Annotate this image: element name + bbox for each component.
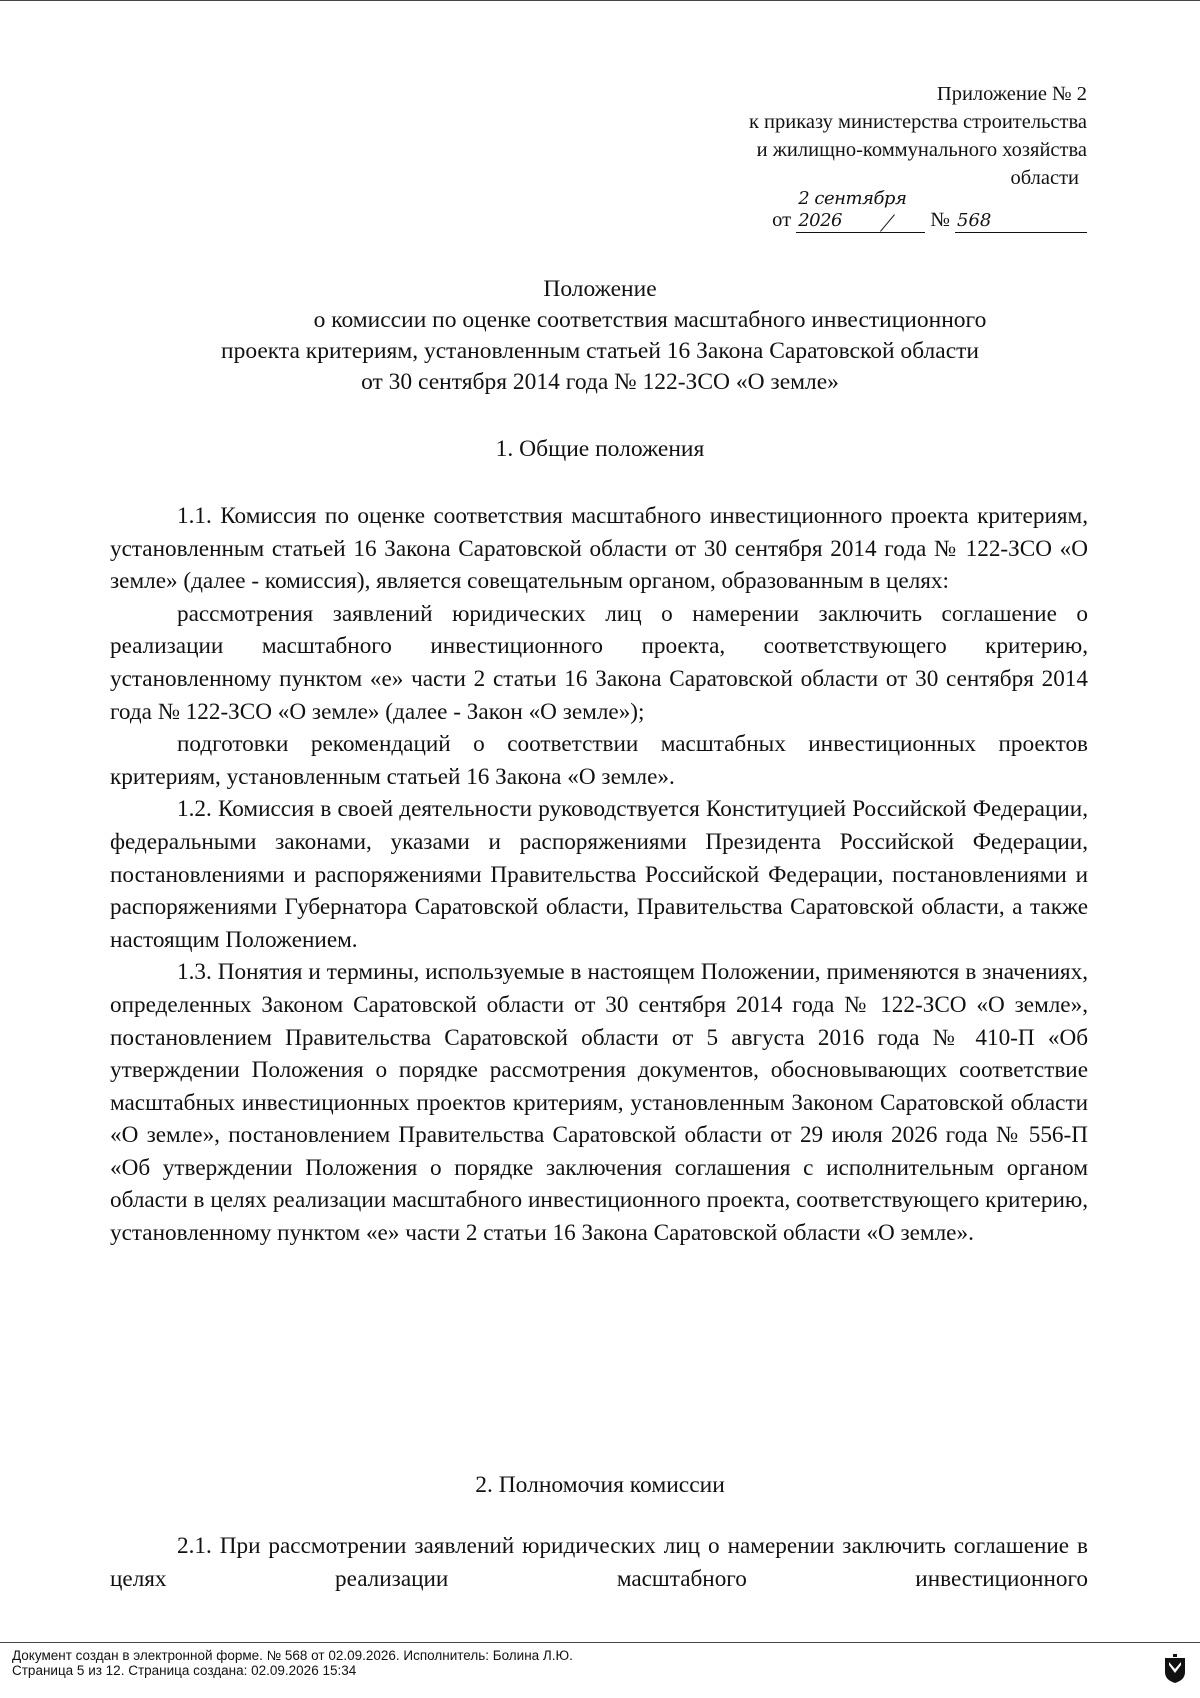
paragraph-1-3: 1.3. Понятия и термины, используемые в настоящем Положении, применяются в значениях, определенных Законом Саратовской области от 30 сентября 2014 года № 122-ЗСО «О земле», постановлением Правительства Саратовской области от 5 августа 2016 года № 410-П «Об утверждении Положения о порядке рассмотрения документов, обосновывающих соответствие масштабных инвестиционных проектов критериям, установленным Законом Саратовской области «О земле», постановлением Правительства Саратовской области от 29 июля 2026 года № 556-П «Об утверждении Положения о порядке заключения соглашения с исполнительным органом области в целях реализации масштабного инвестиционного проекта, соответствующего критерию, установленному пунктом «е» части 2 статьи 16 Закона Саратовской области «О земле». xyxy=(110,959,1088,1247)
footer-line-2: Страница 5 из 12. Страница создана: 02.09.2026 15:34 xyxy=(12,1663,357,1678)
top-edge-line xyxy=(0,0,1200,1)
handwritten-date: 2 сентября 2026 xyxy=(796,188,925,233)
appendix-header xyxy=(749,80,1087,192)
paragraph-1-1-item-a: рассмотрения заявлений юридических лиц о намерении заключить соглашение о реализации масштабного инвестиционного проекта, соответствующего критерию, установленному пунктом «е» части 2 статьи 16 Закона Саратовской области от 30 сентября 2014 года № 122-ЗСО «О земле» (далее - Закон «О земле»); xyxy=(110,600,1088,725)
appendix-ministry-line: и жилищно-коммунального хозяйства xyxy=(756,139,1087,161)
paragraph-2-1: 2.1. При рассмотрении заявлений юридических лиц о намерении заключить соглашение в целях реализации масштабного инвестиционного xyxy=(110,1533,1088,1592)
coat-of-arms-icon xyxy=(1164,1654,1186,1684)
handwritten-number: 568 xyxy=(955,210,1087,233)
order-date-number xyxy=(772,188,1087,234)
from-label: от xyxy=(772,209,792,231)
appendix-order-line: к приказу министерства строительства xyxy=(748,111,1087,133)
section-2-body xyxy=(110,1530,1088,1595)
paragraph-1-2: 1.2. Комиссия в своей деятельности руководствуется Конституцией Российской Федерации, федеральными законами, указами и распоряжениями Президента Российской Федерации, постановлениями и распоряжениями Правительства Российской Федерации, постановлениями и распоряжениями Губернатора Саратовской области, Правительства Саратовской области, а также настоящим Положением. xyxy=(110,796,1088,953)
appendix-region-line: области xyxy=(1010,167,1079,189)
title-line-2: о комиссии по оценке соответствия масштабного инвестиционного xyxy=(313,307,987,333)
section-2-heading: 2. Полномочия комиссии xyxy=(475,1472,725,1498)
footer-line-1: Документ создан в электронной форме. № 568 от 02.09.2026. Исполнитель: Болина Л.Ю. xyxy=(12,1648,573,1663)
section-1-heading: 1. Общие положения xyxy=(495,436,705,462)
appendix-number: Приложение № 2 xyxy=(936,83,1087,105)
number-label: № xyxy=(930,209,950,231)
title-line-1: Положение xyxy=(543,276,657,302)
title-line-3: проекта критериям, установленным статьей 16 Закона Саратовской области xyxy=(221,338,979,364)
paragraph-1-1-item-b: подготовки рекомендаций о соответствии масштабных инвестиционных проектов критериям, установленным статьей 16 Закона «О земле». xyxy=(110,731,1088,790)
document-footer xyxy=(12,1648,573,1678)
title-line-4: от 30 сентября 2014 года № 122-ЗСО «О земле» xyxy=(361,369,839,395)
document-title xyxy=(110,274,1090,398)
footer-divider xyxy=(0,1642,1200,1643)
paragraph-1-1: 1.1. Комиссия по оценке соответствия масштабного инвестиционного проекта критериям, установленным статьей 16 Закона Саратовской области от 30 сентября 2014 года № 122-ЗСО «О земле» (далее - комиссия), является совещательным органом, образованным в целях: xyxy=(110,503,1088,595)
section-1-body xyxy=(110,500,1088,1250)
